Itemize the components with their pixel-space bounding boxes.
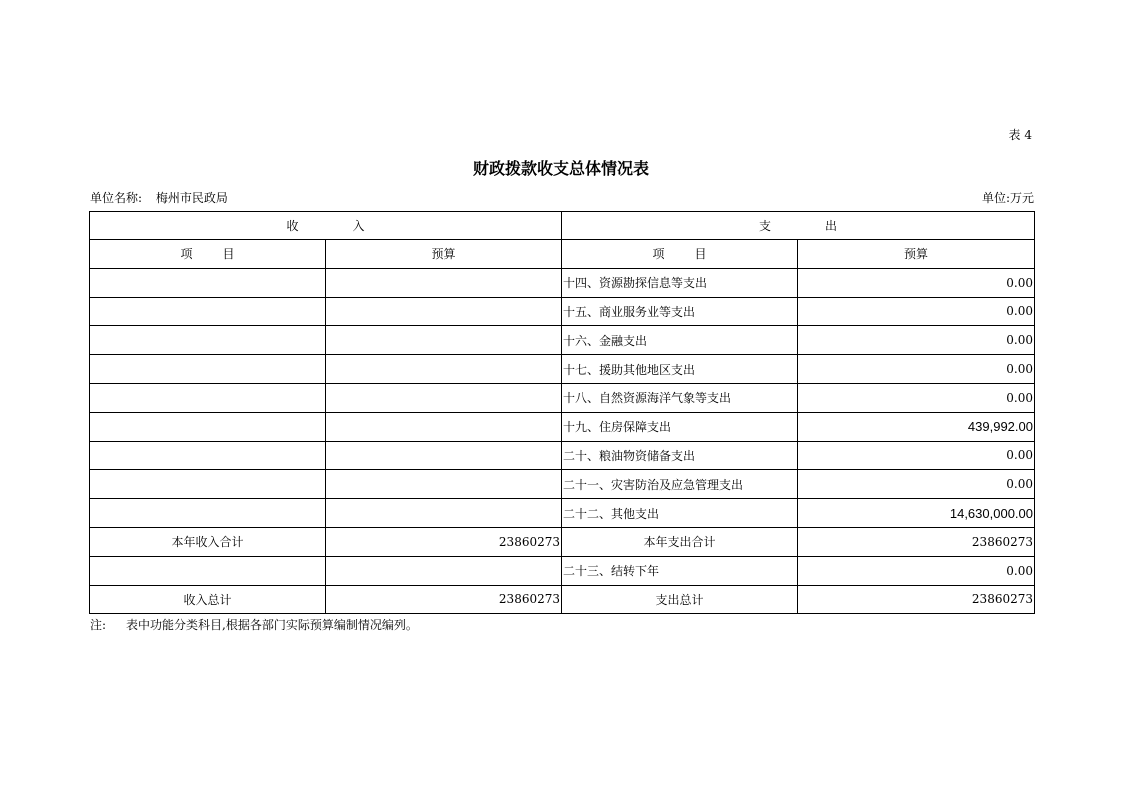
expense-item-cell: 十七、援助其他地区支出 [562,355,798,384]
expense-item-cell: 十六、金融支出 [562,326,798,355]
expense-amount-cell: 0.00 [798,470,1035,499]
expense-item-header: 项 目 [562,240,798,269]
income-amount-cell [326,441,562,470]
unit-name [90,189,228,206]
income-item-cell [90,297,326,326]
income-item-cell [90,383,326,412]
expense-amount-cell: 0.00 [798,268,1035,297]
expense-item-cell: 二十一、灾害防治及应急管理支出 [562,470,798,499]
income-amount-cell [326,556,562,585]
expense-item-cell: 二十二、其他支出 [562,499,798,528]
income-item-cell [90,556,326,585]
expense-item-cell: 二十、粮油物资储备支出 [562,441,798,470]
budget-table [89,211,1035,614]
expense-amount-cell: 0.00 [798,383,1035,412]
income-item-header: 项 目 [90,240,326,269]
income-amount-cell [326,412,562,441]
income-item-cell [90,412,326,441]
income-item-cell [90,441,326,470]
expense-item-cell: 十九、住房保障支出 [562,412,798,441]
income-amount-cell [326,470,562,499]
expense-item-cell: 十五、商业服务业等支出 [562,297,798,326]
income-amount-cell [326,355,562,384]
section-header-row [90,212,1035,240]
expense-item-cell: 十四、资源勘探信息等支出 [562,268,798,297]
note-text: 表中功能分类科目,根据各部门实际预算编制情况编列。 [126,618,418,632]
table-row [90,441,1035,470]
income-item-cell [90,326,326,355]
income-item-cell [90,355,326,384]
expense-amount-cell: 0.00 [798,355,1035,384]
expense-item-cell: 十八、自然资源海洋气象等支出 [562,383,798,412]
table-row [90,326,1035,355]
unit-of-measure: 单位:万元 [981,191,1034,205]
carryover-row [90,556,1035,585]
note-label: 注: [90,618,107,632]
year-expense-total-value: 23860273 [798,527,1035,556]
income-amount-cell [326,383,562,412]
table-row [90,383,1035,412]
income-budget-header: 预算 [326,240,562,269]
table-number: 表 4 [1008,128,1032,142]
year-income-total-label: 本年收入合计 [90,527,326,556]
carryover-label: 二十三、结转下年 [562,556,798,585]
unit-name-value: 梅州市民政局 [155,191,228,205]
expense-amount-cell: 14,630,000.00 [798,499,1035,528]
income-amount-cell [326,326,562,355]
table-row [90,470,1035,499]
table-row [90,355,1035,384]
table-row [90,268,1035,297]
expense-amount-cell: 0.00 [798,326,1035,355]
year-expense-total-label: 本年支出合计 [562,527,798,556]
expense-total-label: 支出总计 [562,585,798,614]
income-section-header: 收 入 [90,212,562,240]
table-row [90,499,1035,528]
year-total-row [90,527,1035,556]
expense-budget-header: 预算 [798,240,1035,269]
page-title: 财政拨款收支总体情况表 [472,159,649,178]
income-total-value: 23860273 [326,585,562,614]
column-header-row [90,240,1035,269]
income-item-cell [90,499,326,528]
year-income-total-value: 23860273 [326,527,562,556]
footnote [90,616,418,633]
income-item-cell [90,268,326,297]
table-row [90,297,1035,326]
expense-amount-cell: 0.00 [798,441,1035,470]
expense-total-value: 23860273 [798,585,1035,614]
income-amount-cell [326,268,562,297]
grand-total-row [90,585,1035,614]
unit-name-label: 单位名称: [90,191,143,205]
expense-section-header: 支 出 [562,212,1035,240]
table-row [90,412,1035,441]
income-amount-cell [326,499,562,528]
income-total-label: 收入总计 [90,585,326,614]
income-item-cell [90,470,326,499]
expense-amount-cell: 439,992.00 [798,412,1035,441]
expense-amount-cell: 0.00 [798,297,1035,326]
carryover-value: 0.00 [798,556,1035,585]
income-amount-cell [326,297,562,326]
